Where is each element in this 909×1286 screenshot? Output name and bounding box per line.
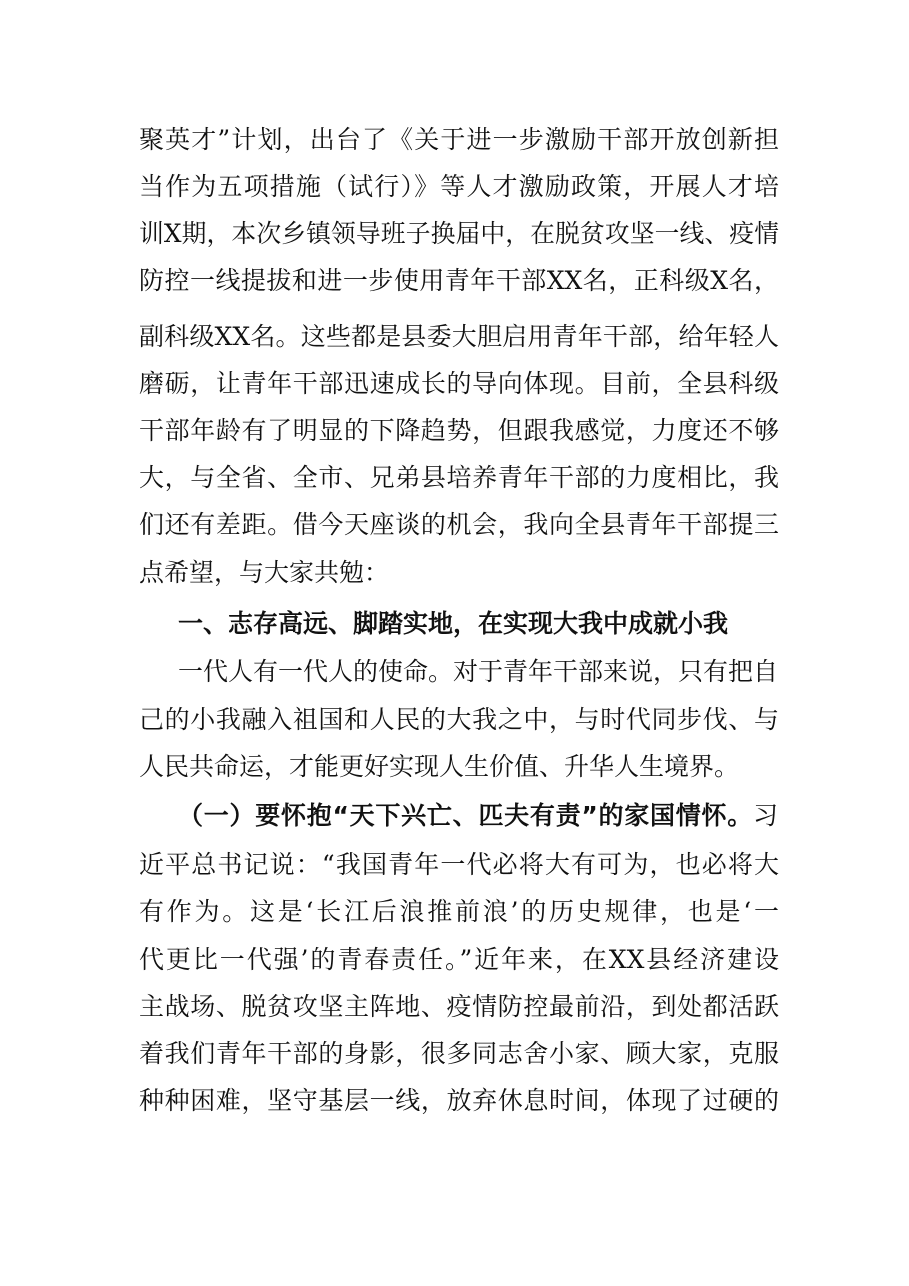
paragraph-line: 大，与全省、全市、兄弟县培养青年干部的力度相比，我 — [139, 463, 779, 492]
paragraph-line: 防控一线提拔和进一步使用青年干部XX名，正科级X名， — [139, 266, 779, 295]
paragraph-line: 代更比一代强’的青春责任。”近年来，在XX县经济建设 — [139, 945, 779, 974]
paragraph-line: 有作为。这是‘长江后浪推前浪’的历史规律，也是‘一 — [139, 897, 779, 926]
paragraph-line: 己的小我融入祖国和人民的大我之中，与时代同步伐、与 — [139, 705, 779, 734]
paragraph-line: 干部年龄有了明显的下降趋势，但跟我感觉，力度还不够 — [139, 416, 779, 445]
paragraph-line: 训X期，本次乡镇领导班子换届中，在脱贫攻坚一线、疫情 — [139, 219, 779, 248]
paragraph-line: 种种困难，坚守基层一线，放弃休息时间，体现了过硬的 — [139, 1086, 779, 1115]
paragraph-line: 一代人有一代人的使命。对于青年干部来说，只有把自 — [178, 657, 779, 686]
paragraph-line: 主战场、脱贫攻坚主阵地、疫情防控最前沿，到处都活跃 — [139, 992, 779, 1021]
subheading-rest: 习 — [752, 801, 778, 830]
paragraph-line: 们还有差距。借今天座谈的机会，我向全县青年干部提三 — [139, 510, 779, 539]
paragraph-line: 当作为五项措施（试行）》等人才激励政策，开展人才培 — [139, 172, 779, 201]
subheading-bold: （一）要怀抱“天下兴亡、匹夫有责”的家国情怀。 — [178, 801, 753, 830]
paragraph-line: 人民共命运，才能更好实现人生价值、升华人生境界。 — [139, 752, 740, 781]
subheading-line — [178, 800, 778, 832]
paragraph-line: 聚英才”计划，出台了《关于进一步激励干部开放创新担 — [139, 125, 779, 154]
paragraph-line: 副科级XX名。这些都是县委大胆启用青年干部，给年轻人 — [139, 322, 779, 351]
paragraph-line: 着我们青年干部的身影，很多同志舍小家、顾大家，克服 — [139, 1039, 779, 1068]
paragraph-line: 近平总书记说：“我国青年一代必将大有可为，也必将大 — [139, 850, 779, 879]
paragraph-line: 磨砺，让青年干部迅速成长的导向体现。目前，全县科级 — [139, 369, 779, 398]
paragraph-line: 点希望，与大家共勉： — [139, 558, 390, 587]
section-heading: 一、志存高远、脚踏实地，在实现大我中成就小我 — [178, 609, 729, 638]
